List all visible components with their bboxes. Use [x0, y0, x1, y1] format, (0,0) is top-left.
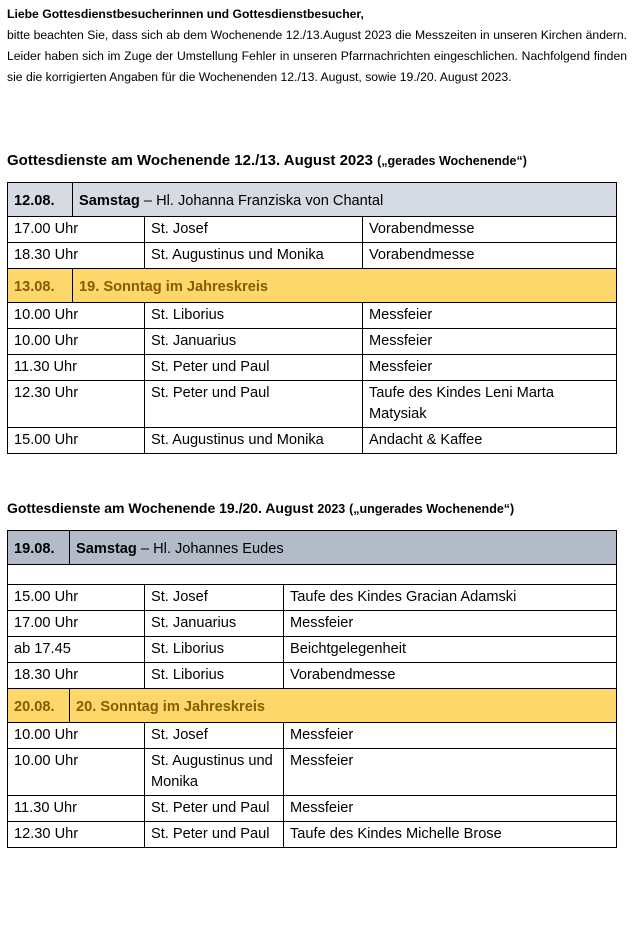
saturday-header-row	[8, 531, 617, 565]
schedule-row	[8, 217, 617, 243]
schedule-row	[8, 303, 617, 329]
schedule-row	[8, 637, 617, 663]
weekend1-table	[7, 182, 617, 454]
time-cell: 18.30 Uhr	[8, 243, 145, 269]
church-cell: St. Peter und Paul	[145, 822, 284, 848]
schedule-row	[8, 355, 617, 381]
greeting: Liebe Gottesdienstbesucherinnen und Gottesdienstbesucher,	[7, 7, 364, 21]
time-cell: 15.00 Uhr	[8, 585, 145, 611]
saint-name: – Hl. Johannes Eudes	[136, 541, 284, 557]
church-cell: St. Josef	[145, 585, 284, 611]
spacer-cell	[8, 565, 617, 585]
event-cell: Taufe des Kindes Michelle Brose	[284, 822, 617, 848]
weekend2-table	[7, 530, 617, 848]
event-cell: Vorabendmesse	[363, 243, 617, 269]
time-cell: 17.00 Uhr	[8, 217, 145, 243]
schedule-row	[8, 611, 617, 637]
time-cell: ab 17.45	[8, 637, 145, 663]
date-cell: 12.08.	[8, 183, 73, 217]
saint-name: – Hl. Johanna Franziska von Chantal	[139, 193, 384, 209]
schedule-row	[8, 428, 617, 454]
date-cell: 20.08.	[8, 689, 70, 723]
time-cell: 18.30 Uhr	[8, 663, 145, 689]
church-cell: St. Peter und Paul	[145, 355, 363, 381]
sunday-header-row	[8, 689, 617, 723]
day-title-cell	[73, 183, 617, 217]
event-cell: Taufe des Kindes Leni Marta Matysiak	[363, 381, 617, 428]
church-cell: St. Liborius	[145, 663, 284, 689]
church-cell: St. Josef	[145, 217, 363, 243]
event-cell: Messfeier	[284, 749, 617, 796]
schedule-row	[8, 663, 617, 689]
event-cell: Vorabendmesse	[284, 663, 617, 689]
time-cell: 17.00 Uhr	[8, 611, 145, 637]
schedule-row	[8, 723, 617, 749]
schedule-row	[8, 822, 617, 848]
event-cell: Messfeier	[363, 355, 617, 381]
church-cell: St. Peter und Paul	[145, 381, 363, 428]
schedule-row	[8, 329, 617, 355]
event-cell: Beichtgelegenheit	[284, 637, 617, 663]
intro-paragraph: bitte beachten Sie, dass sich ab dem Wochenende 12./13.August 2023 die Messzeiten in unseren Kirchen ändern. Leider haben sich im Zuge der Umstellung Fehler in unseren Pfarrnachrichten eingeschlichen. Nachfolgend finden sie die korrigierten Angaben für die Wochenenden 12./13. August, sowie 19./20. August 2023.	[7, 28, 627, 84]
schedule-row	[8, 381, 617, 428]
event-cell: Messfeier	[284, 723, 617, 749]
church-cell: St. Liborius	[145, 637, 284, 663]
church-cell: St. Liborius	[145, 303, 363, 329]
time-cell: 10.00 Uhr	[8, 723, 145, 749]
event-cell: Messfeier	[363, 329, 617, 355]
event-cell: Messfeier	[363, 303, 617, 329]
spacer-row	[8, 565, 617, 585]
day-title-cell	[70, 531, 617, 565]
time-cell: 12.30 Uhr	[8, 822, 145, 848]
event-cell: Taufe des Kindes Gracian Adamski	[284, 585, 617, 611]
church-cell: St. Augustinus und Monika	[145, 749, 284, 796]
weekend2-heading-text: Gottesdienste am Wochenende 19./20. August	[7, 500, 314, 516]
church-cell: St. Januarius	[145, 611, 284, 637]
weekend2-note: („ungerades Wochenende“)	[349, 502, 515, 516]
weekend2-year: 2023	[317, 502, 346, 516]
sunday-title-cell: 20. Sonntag im Jahreskreis	[70, 689, 617, 723]
church-cell: St. Josef	[145, 723, 284, 749]
sunday-title-cell: 19. Sonntag im Jahreskreis	[73, 269, 617, 303]
time-cell: 10.00 Uhr	[8, 749, 145, 796]
saturday-header-row	[8, 183, 617, 217]
weekend1-note: („gerades Wochenende“)	[377, 154, 527, 168]
date-cell: 13.08.	[8, 269, 73, 303]
time-cell: 10.00 Uhr	[8, 329, 145, 355]
schedule-row	[8, 749, 617, 796]
day-name: Samstag	[79, 193, 140, 209]
time-cell: 11.30 Uhr	[8, 355, 145, 381]
sunday-header-row	[8, 269, 617, 303]
time-cell: 11.30 Uhr	[8, 796, 145, 822]
schedule-row	[8, 796, 617, 822]
event-cell: Messfeier	[284, 796, 617, 822]
weekend1-heading	[7, 152, 527, 169]
event-cell: Messfeier	[284, 611, 617, 637]
time-cell: 12.30 Uhr	[8, 381, 145, 428]
day-name: Samstag	[76, 541, 137, 557]
weekend1-heading-text: Gottesdienste am Wochenende 12./13. August 2023	[7, 152, 373, 169]
church-cell: St. Peter und Paul	[145, 796, 284, 822]
weekend2-heading	[7, 500, 514, 516]
church-cell: St. Augustinus und Monika	[145, 243, 363, 269]
event-cell: Andacht & Kaffee	[363, 428, 617, 454]
date-cell: 19.08.	[8, 531, 70, 565]
church-cell: St. Augustinus und Monika	[145, 428, 363, 454]
church-cell: St. Januarius	[145, 329, 363, 355]
schedule-row	[8, 585, 617, 611]
time-cell: 15.00 Uhr	[8, 428, 145, 454]
time-cell: 10.00 Uhr	[8, 303, 145, 329]
event-cell: Vorabendmesse	[363, 217, 617, 243]
intro-text	[7, 4, 627, 88]
schedule-row	[8, 243, 617, 269]
